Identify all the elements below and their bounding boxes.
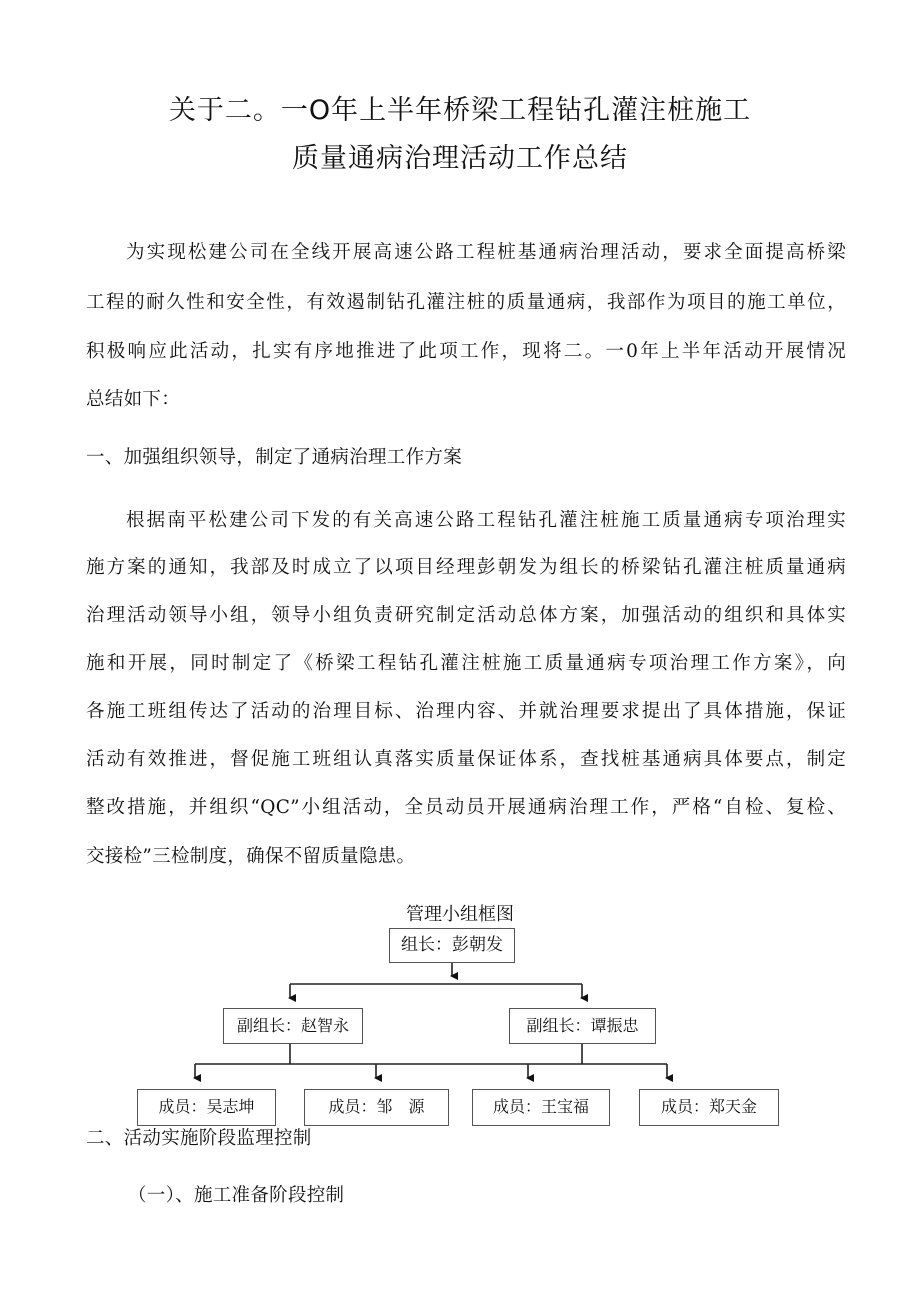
section-1-line-3: 治理活动领导小组，领导小组负责研究制定活动总体方案，加强活动的组织和具体实 xyxy=(86,605,846,626)
subsection-1-heading: （一）、施工准备阶段控制 xyxy=(128,1185,345,1206)
section-2-heading: 二、活动实施阶段监理控制 xyxy=(86,1128,312,1149)
section-1-line-8: 交接检”三检制度，确保不留质量隐患。 xyxy=(86,846,416,867)
section-1-line-4: 施和开展，同时制定了《桥梁工程钻孔灌注桩施工质量通病专项治理工作方案》，向 xyxy=(86,653,846,674)
section-1-line-6: 活动有效推进，督促施工班组认真落实质量保证体系，查找桩基通病具体要点，制定 xyxy=(86,749,846,770)
document-title-line-2: 质量通病治理活动工作总结 xyxy=(292,143,628,174)
org-chart-member-box-4: 成员：郑天金 xyxy=(639,1089,779,1126)
org-chart-member-box-1: 成员：吴志坤 xyxy=(137,1089,276,1126)
section-1-heading: 一、加强组织领导，制定了通病治理工作方案 xyxy=(86,447,463,468)
intro-line-2: 工程的耐久性和安全性，有效遏制钻孔灌注桩的质量通病，我部作为项目的施工单位， xyxy=(86,292,846,313)
section-1-line-2: 施方案的通知，我部及时成立了以项目经理彭朝发为组长的桥梁钻孔灌注桩质量通病 xyxy=(86,557,846,578)
intro-line-3: 积极响应此活动，扎实有序地推进了此项工作，现将二。一0年上半年活动开展情况 xyxy=(86,341,846,362)
org-chart-member-box-2: 成员：邹 源 xyxy=(304,1089,449,1126)
org-chart-leader-box: 组长：彭朝发 xyxy=(389,928,515,963)
intro-line-4: 总结如下： xyxy=(86,389,181,410)
section-1-line-5: 各施工班组传达了活动的治理目标、治理内容、并就治理要求提出了具体措施，保证 xyxy=(86,701,846,722)
org-chart-deputy-box-2: 副组长：谭振忠 xyxy=(509,1008,656,1044)
document-title-line-1: 关于二。一O年上半年桥梁工程钻孔灌注桩施工 xyxy=(168,95,752,126)
section-1-line-7: 整改措施，并组织“QC”小组活动，全员动员开展通病治理工作，严格“自检、复检、 xyxy=(86,797,846,818)
section-1-line-1: 根据南平松建公司下发的有关高速公路工程钻孔灌注桩施工质量通病专项治理实 xyxy=(126,510,846,531)
intro-line-1: 为实现松建公司在全线开展高速公路工程桩基通病治理活动，要求全面提高桥梁 xyxy=(126,242,846,263)
org-chart-title: 管理小组框图 xyxy=(406,904,514,925)
org-chart-member-box-3: 成员：王宝福 xyxy=(472,1089,610,1126)
org-chart-deputy-box-1: 副组长：赵智永 xyxy=(223,1008,363,1044)
